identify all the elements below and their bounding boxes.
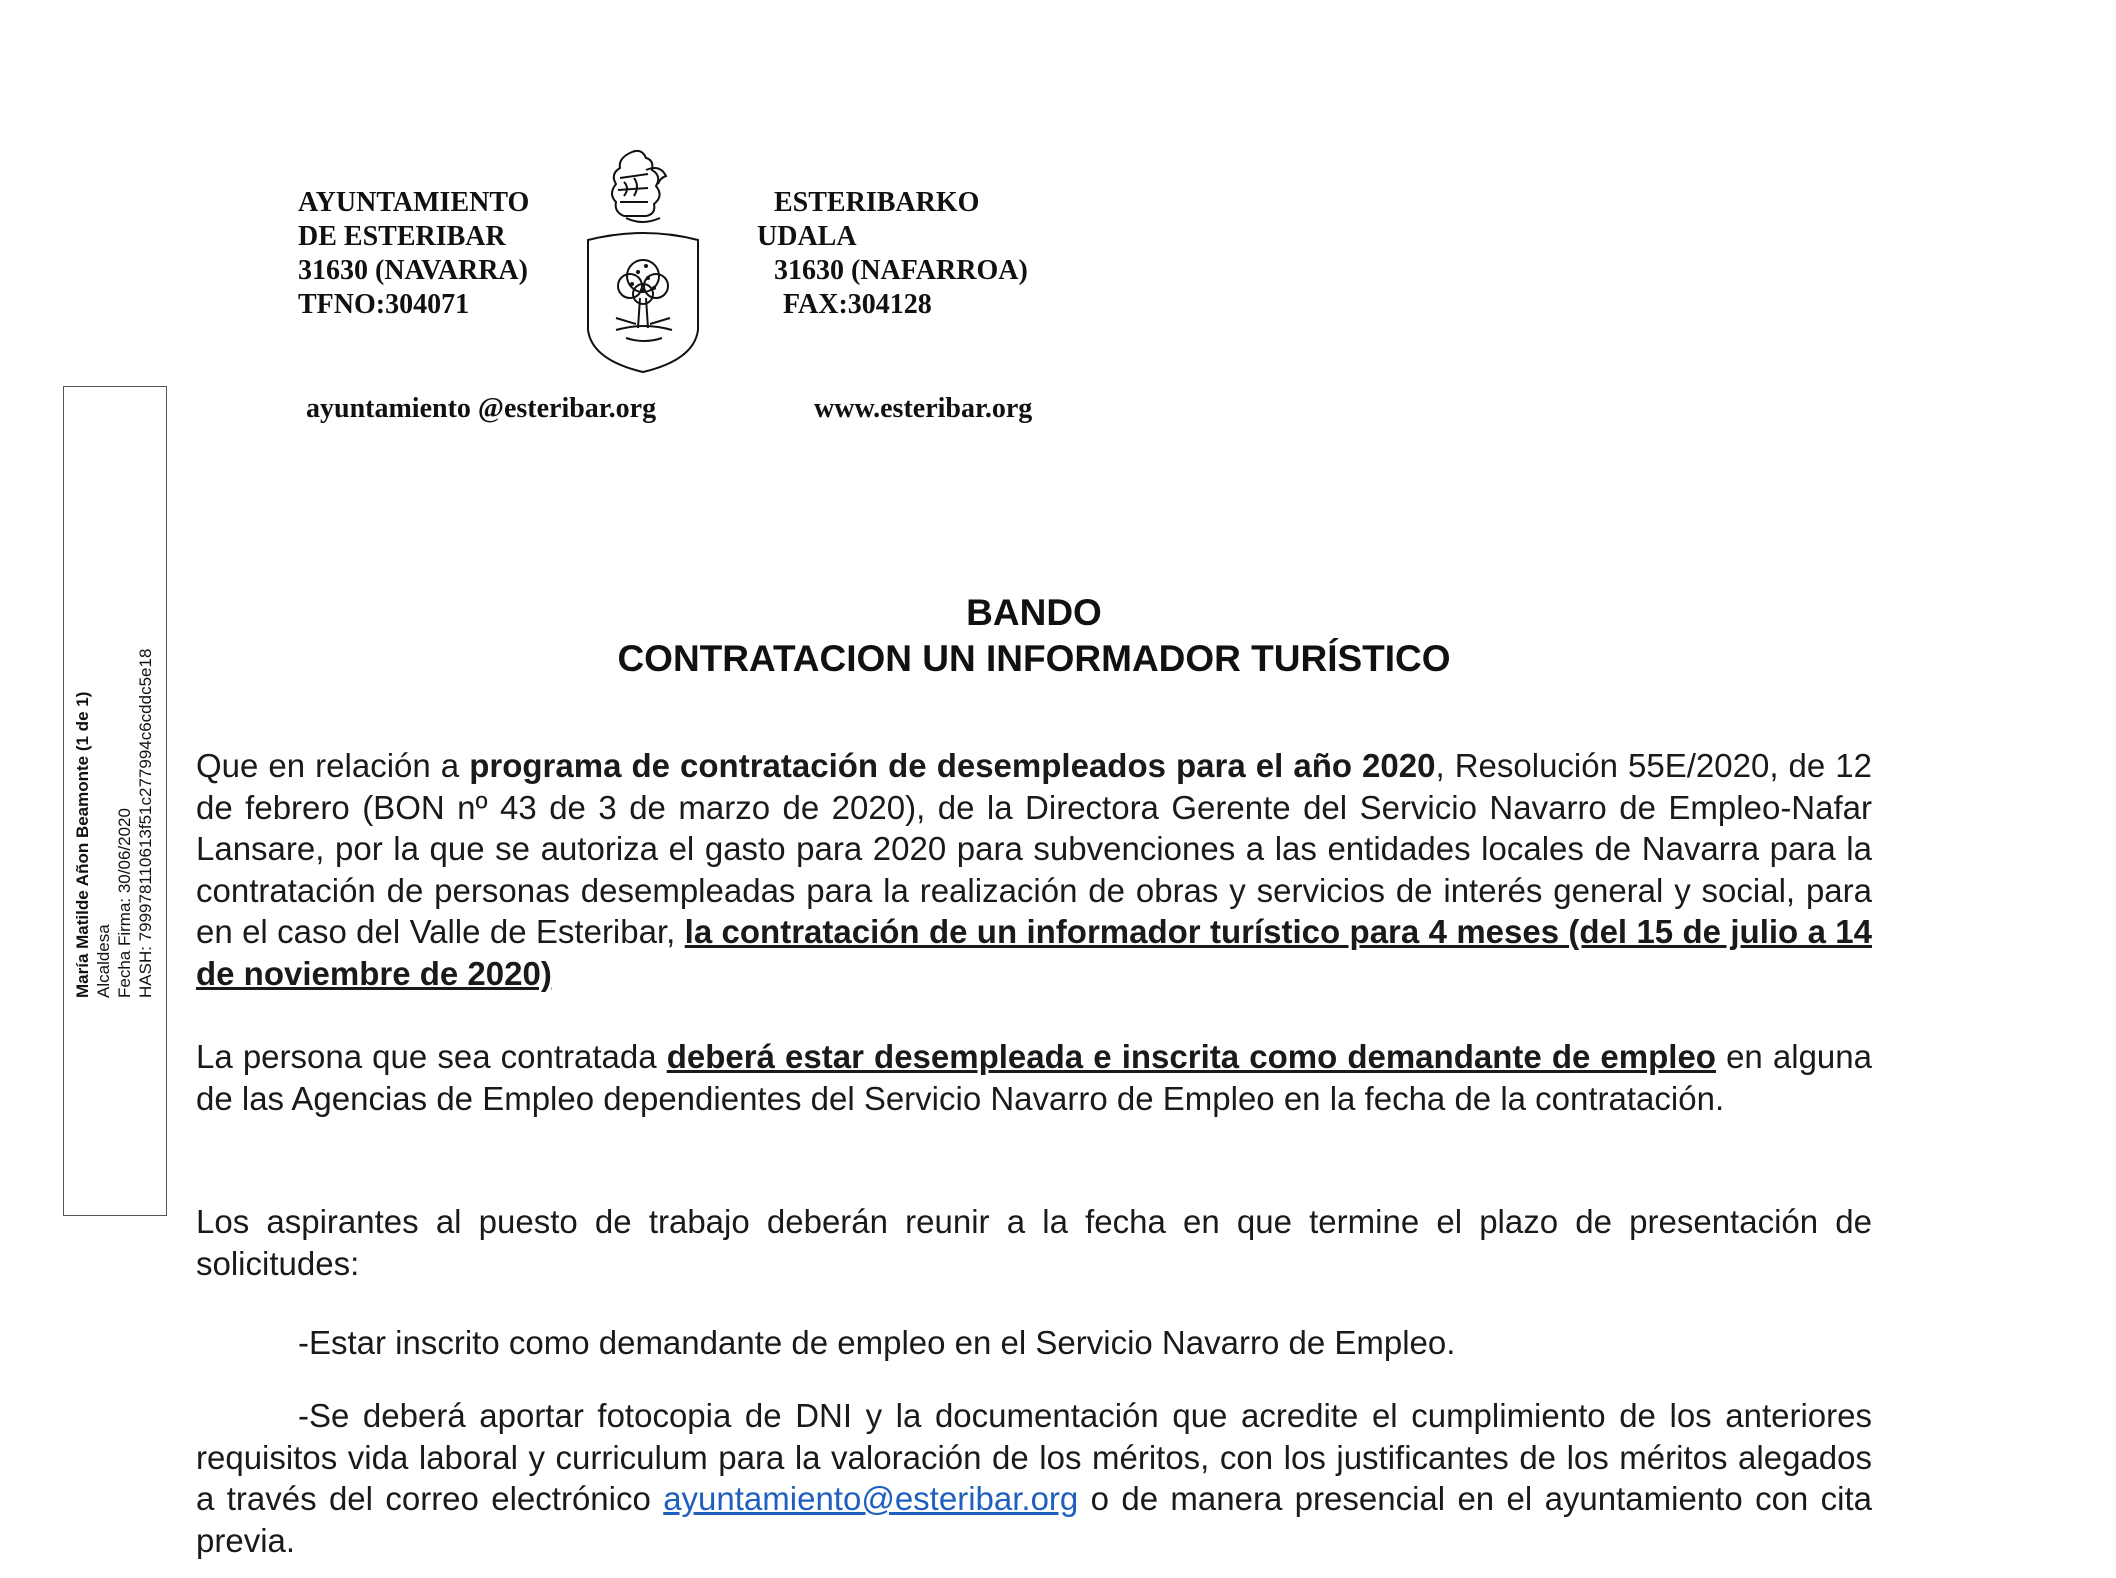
requirement-item-2-text-2: o de manera presencial en el ayuntamiento con cita previa. xyxy=(196,1480,1872,1559)
header-email: ayuntamiento @esteribar.org xyxy=(306,393,657,424)
paragraph-requirement-text-1: La persona que sea contratada xyxy=(196,1038,667,1075)
paragraph-program-text-1: Que en relación a xyxy=(196,747,470,784)
paragraph-program xyxy=(196,745,1872,994)
header-right-line1: ESTERIBARKO xyxy=(774,187,980,218)
paragraph-requirement-unemployed xyxy=(196,1036,1872,1119)
signature-text-block xyxy=(64,387,168,1217)
paragraph-program-highlight: la contratación de un informador turístico para 4 meses (del 15 de julio a 14 de noviembre de 2020) xyxy=(196,913,1872,992)
header-website: www.esteribar.org xyxy=(814,393,1033,424)
header-left-line1: AYUNTAMIENTO xyxy=(298,187,530,218)
email-link[interactable]: ayuntamiento@esteribar.org xyxy=(663,1480,1079,1517)
header-right-line2: UDALA xyxy=(757,221,857,252)
paragraph-applicants: Los aspirantes al puesto de trabajo deberán reunir a la fecha en que termine el plazo de presentación de solicitudes: xyxy=(196,1203,1872,1282)
requirement-item-2 xyxy=(196,1395,1872,1561)
header-left-block xyxy=(298,186,529,322)
header-left-line3: 31630 (NAVARRA) xyxy=(298,255,528,286)
coat-of-arms-icon xyxy=(586,148,700,374)
document-subtitle: CONTRATACION UN INFORMADOR TURÍSTICO xyxy=(617,638,1451,679)
header-right-block xyxy=(757,186,1028,322)
requirement-item-2-text-1: -Se deberá aportar fotocopia de DNI y la documentación que acredite el cumplimiento de los anteriores requisitos vida laboral y curriculum para la valoración de los méritos, con los justificantes de los méritos alegados a través del correo electrónico xyxy=(196,1397,1872,1517)
paragraph-requirement-highlight: deberá estar desempleada e inscrita como demandante de empleo xyxy=(666,1038,1716,1075)
requirement-item-1: -Estar inscrito como demandante de empleo en el Servicio Navarro de Empleo. xyxy=(298,1324,1456,1361)
header-right-line4: FAX:304128 xyxy=(783,289,932,320)
signature-name: María Matilde Añon Beamonte (1 de 1) xyxy=(73,691,92,998)
signature-hash: HASH: 799978110613f51c277994c6cddc5e18 xyxy=(136,648,155,998)
signature-stamp xyxy=(63,386,167,1216)
signature-date: Fecha Firma: 30/06/2020 xyxy=(115,808,134,998)
header-left-line2: DE ESTERIBAR xyxy=(298,221,506,252)
header-right-line3: 31630 (NAFARROA) xyxy=(774,255,1028,286)
paragraph-program-bold: programa de contratación de desempleados para el año 2020 xyxy=(469,747,1436,784)
document-title: BANDO xyxy=(966,592,1102,633)
signature-role: Alcaldesa xyxy=(94,924,113,998)
header-left-line4: TFNO:304071 xyxy=(298,289,470,320)
paragraph-requirement-text-2: en alguna de las Agencias de Empleo dependientes del Servicio Navarro de Empleo en la fecha de la contratación. xyxy=(196,1038,1872,1117)
paragraph-program-text-2: , Resolución 55E/2020, de 12 de febrero (BON nº 43 de 3 de marzo de 2020), de la Directora Gerente del Servicio Navarro de Empleo-Nafar Lansare, por la que se autoriza el gasto para 2020 para subvenciones a las entidades locales de Navarra para la contratación de personas desempleadas para la realización de obras y servicios de interés general y social, para en el caso del Valle de Esteribar, xyxy=(196,747,1873,950)
